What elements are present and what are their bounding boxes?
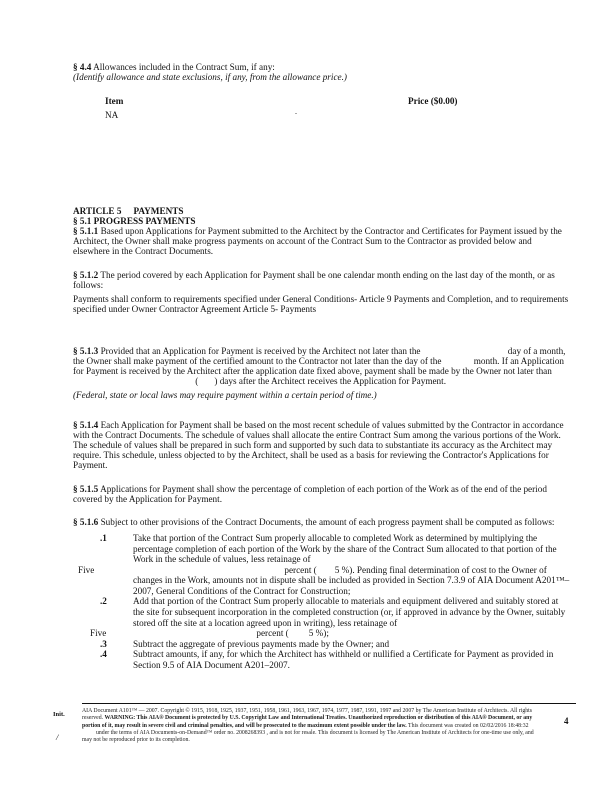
blank-field [198, 383, 214, 384]
footer-license-text: , and is not for resale. This document is licensed by The American Institute of Architects for one-time use only, and may not be reproduced prior to its completion. [82, 729, 534, 744]
blank-field [106, 635, 256, 636]
section-5-1-4-number: § 5.1.4 [73, 420, 99, 430]
section-5-1-5-text: Applications for Payment shall show the percentage of completion of each portion of the Work as of the end of the period covered by the Application for Payment. [73, 484, 547, 504]
allowance-table-data-row [73, 111, 570, 123]
percent-label: percent ( [284, 564, 317, 575]
list-item-4-number: .4 [100, 649, 107, 660]
blank-field [94, 572, 284, 573]
section-4-4-instruction-note: (Identify allowance and state exclusions, if any, from the allowance price.) [73, 71, 347, 82]
list-item-3-text [133, 639, 570, 650]
list-item-4-text [133, 649, 570, 670]
section-5-1-1-number: § 5.1.1 [73, 226, 99, 236]
blank-field [421, 353, 506, 354]
footer-order-number: 2008268393 [236, 729, 266, 736]
section-5-1-3-note: (Federal, state or local laws may require payment within a certain period of time.) [73, 389, 377, 400]
list-item-1-body: Take that portion of the Contract Sum properly allocable to completed Work as determined by multiplying the percentage completion of each portion of the Work by the share of the Contract Sum allocated to that portion of the Work in the schedule of values, less retainage of [133, 532, 557, 565]
list-item-2 [73, 596, 570, 638]
blank-field [82, 733, 96, 734]
column-header-price: Price ($0.00) [408, 96, 458, 106]
section-5-1-4-text: Each Application for Payment shall be based on the most recent schedule of values submitted by the Contractor in accordance with the Contract Documents. The schedule of values shall allocate the entire Contract Sum among the various portions of the Work. The schedule of values shall be prepared in such form and supported by such data to substantiate its accuracy as the Architect may require. This schedule, unless objected to by the Architect, shall be used as a basis for reviewing the Contractor's Applications for Payment. [73, 420, 564, 470]
retainage-amount-word: Five [90, 628, 107, 639]
section-5-1-3-text-1: Provided that an Application for Payment is received by the Architect not later than the [100, 346, 421, 356]
list-item-2-number: .2 [100, 596, 107, 607]
section-4-4-number: § 4.4 [73, 62, 92, 72]
allowance-item-value: NA [105, 110, 119, 120]
section-5-1-3-paren-open: ( [195, 375, 199, 386]
percent-label: percent ( [256, 628, 289, 639]
section-5-1-6 [73, 518, 570, 671]
article-5-title: PAYMENTS [133, 206, 184, 216]
footer-created-label: This document was created on [408, 722, 479, 729]
list-item-2-text [90, 596, 570, 639]
section-5-1-3 [73, 347, 570, 401]
section-5-1-3-number: § 5.1.3 [73, 346, 99, 356]
section-5-1-3-text-4: ) days after the Architect receives the Application for Payment. [214, 375, 447, 386]
blank-field [73, 383, 193, 384]
allowance-table [73, 97, 570, 123]
initials-label: Init. [53, 711, 65, 718]
blank-field [289, 635, 309, 636]
article-5-number: ARTICLE 5 [73, 206, 122, 216]
section-5-1-2-response: Payments shall conform to requirements specified under General Conditions- Article 9 Payments and Completion, and to requirements specified under Owner Contractor Agreement Article 5- Payments [73, 294, 569, 314]
section-5-1-heading: § 5.1 PROGRESS PAYMENTS [73, 216, 196, 226]
section-5-1-6-text: Subject to other provisions of the Contract Documents, the amount of each progress payment shall be computed as follows: [100, 517, 555, 527]
section-4-4 [73, 63, 570, 83]
column-header-item: Item [105, 96, 124, 106]
list-item-4-body: Subtract amounts, if any, for which the Architect has withheld or nullified a Certificate for Payment as provided in Section 9.5 of AIA Document A201–2007. [133, 649, 554, 671]
section-5-1-3-text-2: day of a month, the Owner shall make payment of the certified amount to the Contractor not later than the day of the [73, 346, 566, 366]
initials-slash-mark: / [56, 732, 59, 742]
list-item-1-number: .1 [100, 532, 107, 543]
list-item-4 [73, 649, 570, 670]
section-5-1-1 [73, 227, 570, 257]
list-item-1-text [78, 532, 570, 597]
blank-field [317, 572, 335, 573]
section-5-1-1-text: Based upon Applications for Payment submitted to the Architect by the Contractor and Certificates for Payment issued by the Architect, the Owner shall make progress payments on account of the Contract Sum to the Contractor as provided below and elsewhere in the Contract Documents. [73, 226, 562, 256]
retainage-amount-word: Five [78, 564, 95, 575]
footer-terms: under the terms of AIA Documents-on-Demand™ order no. [96, 729, 235, 736]
footer-copyright: AIA Document A101™ — 2007. Copyright © 1915, 1918, 1925, 1937, 1951, 1958, 1961, 1963, 1967, 1974, 1977, 1987, 1991, 1997 and 2007 by The American Institute of Architects. All rights reserved. [82, 708, 533, 722]
list-item-2-body: Add that portion of the Contract Sum properly allocable to materials and equipment delivered and suitably stored at the site for subsequent incorporation in the completed construction (or, if approved in advance by the Owner, suitably stored off the site at a location agreed upon in writing), less retainage of [133, 596, 566, 628]
list-item-1 [73, 533, 570, 597]
section-5-1-2-text: The period covered by each Application for Payment shall be one calendar month ending on the last day of the month, or as follows: [73, 270, 555, 290]
section-5-1-6-intro [73, 518, 570, 528]
percent-value: 5 %); [308, 628, 329, 639]
footer-created-datetime: 02/02/2016 18:48:32 [480, 722, 529, 729]
section-5-1-2 [73, 271, 570, 291]
initials-block [53, 711, 79, 743]
section-5-1-2-number: § 5.1.2 [73, 270, 99, 280]
footer-legal-text [82, 708, 534, 744]
list-item-3 [73, 639, 570, 650]
section-4-4-text: Allowances included in the Contract Sum, if any: [93, 62, 275, 72]
percent-value: 5 %). Pending final determination of cost to the Owner of changes in the Work, amounts not in dispute shall be included as provided in Section 7.3.9 of AIA Document A201™–2007, General Conditions of the Contract for Construction; [133, 564, 570, 596]
blank-field [441, 363, 471, 364]
section-5-1-4 [73, 421, 570, 471]
section-5-1-5 [73, 485, 570, 505]
list-item-3-number: .3 [100, 638, 107, 649]
footer-divider-line [82, 703, 576, 704]
footer-warning: WARNING: This AIA® Document is protected by U.S. Copyright Law and International Treaties. Unauthorized reproduction or distribution of this AIA® Document, or any portion of it, may result in severe civil and criminal penalties, and will be prosecuted to the maximum extent possible under the law. [82, 715, 533, 729]
page-number: 4 [564, 716, 569, 726]
stray-period-mark: . [295, 107, 297, 116]
section-5-1-5-number: § 5.1.5 [73, 484, 99, 494]
section-5-1-3-text-3: month. If an Application for Payment is received by the Architect after the application date fixed above, payment shall be made by the Owner not later than [73, 355, 565, 376]
section-5-1-6-number: § 5.1.6 [73, 517, 99, 527]
list-item-3-body: Subtract the aggregate of previous payments made by the Owner; and [133, 638, 390, 649]
